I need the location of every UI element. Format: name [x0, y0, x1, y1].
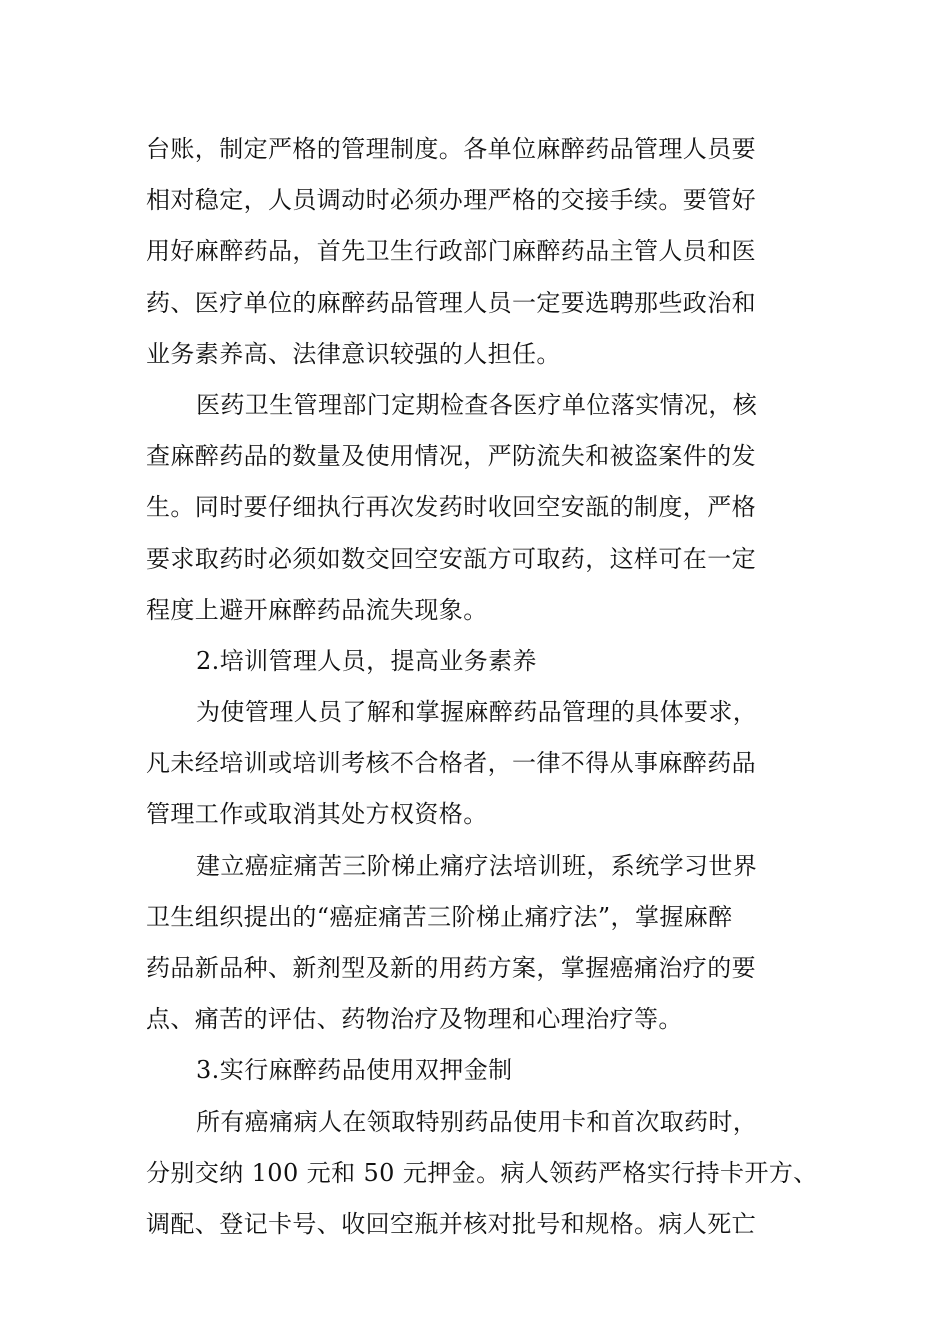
paragraph-first-line: 所有癌痛病人在领取特别药品使用卡和首次取药时，: [196, 1107, 758, 1136]
text-line: 凡未经培训或培训考核不合格者，一律不得从事麻醉药品: [146, 749, 756, 778]
text-line: 生。同时要仔细执行再次发药时收回空安瓿的制度，严格: [146, 493, 756, 522]
text-line: 分别交纳 100 元和 50 元押金。病人领药严格实行持卡开方、: [146, 1158, 818, 1187]
text-line: 查麻醉药品的数量及使用情况，严防流失和被盗案件的发: [146, 442, 756, 471]
document-body: [146, 124, 826, 1250]
text-line: 点、痛苦的评估、药物治疗及物理和心理治疗等。: [146, 1005, 683, 1034]
text-line: 药、医疗单位的麻醉药品管理人员一定要选聘那些政治和: [146, 288, 756, 317]
text-line: 药品新品种、新剂型及新的用药方案，掌握癌痛治疗的要: [146, 954, 756, 982]
text-line: 卫生组织提出的“癌症痛苦三阶梯止痛疗法”，掌握麻醉: [146, 902, 733, 931]
paragraph-first-line: 为使管理人员了解和掌握麻醉药品管理的具体要求，: [196, 698, 758, 727]
section-heading: 3.实行麻醉药品使用双押金制: [196, 1056, 513, 1085]
paragraph-first-line: 建立癌症痛苦三阶梯止痛疗法培训班，系统学习世界: [196, 851, 758, 880]
section-heading: 2.培训管理人员，提高业务素养: [196, 646, 537, 675]
text-line: 管理工作或取消其处方权资格。: [146, 800, 488, 829]
text-line: 用好麻醉药品，首先卫生行政部门麻醉药品主管人员和医: [146, 237, 756, 266]
text-line: 要求取药时必须如数交回空安瓿方可取药，这样可在一定: [146, 544, 756, 573]
text-line: 调配、登记卡号、收回空瓶并核对批号和规格。病人死亡: [146, 1209, 756, 1238]
text-line: 台账，制定严格的管理制度。各单位麻醉药品管理人员要: [146, 135, 756, 163]
text-line: 相对稳定，人员调动时必须办理严格的交接手续。要管好: [146, 186, 756, 215]
paragraph-first-line: 医药卫生管理部门定期检查各医疗单位落实情况，核: [196, 390, 758, 419]
text-line: 程度上避开麻醉药品流失现象。: [146, 595, 488, 624]
text-line: 业务素养高、法律意识较强的人担任。: [146, 339, 561, 368]
